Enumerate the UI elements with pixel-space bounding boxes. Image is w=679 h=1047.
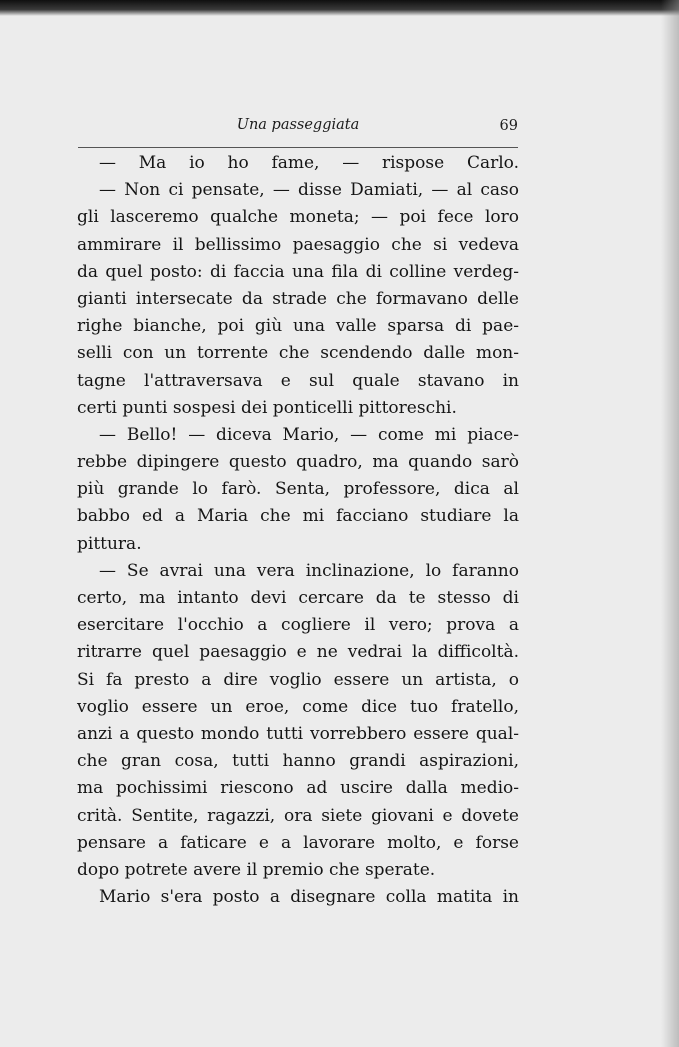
scan-top-edge — [0, 0, 679, 16]
running-title: Una passeggiata — [236, 117, 360, 133]
text-line: più grande lo farò. Senta, professore, dica al — [77, 479, 519, 500]
text-line: certi punti sospesi dei ponticelli pittoreschi. — [77, 397, 457, 418]
text-line: selli con un torrente che scendendo dalle mon- — [77, 343, 519, 364]
text-line: pensare a faticare e a lavorare molto, e forse — [77, 832, 519, 853]
text-line: — Bello! — diceva Mario, — come mi piace- — [99, 424, 519, 445]
text-line: tagne l'attraversava e sul quale stavano in — [77, 370, 519, 391]
text-line: righe bianche, poi giù una valle sparsa di pae- — [77, 316, 519, 337]
header-rule — [78, 147, 518, 148]
text-line: Si fa presto a dire voglio essere un artista, o — [77, 669, 519, 690]
text-line: dopo potrete avere il premio che sperate. — [77, 859, 436, 880]
page-number: 69 — [499, 118, 518, 134]
text-line: ammirare il bellissimo paesaggio che si vedeva — [77, 234, 519, 255]
text-line: crità. Sentite, ragazzi, ora siete giovani e dovete — [77, 805, 519, 826]
text-line: gianti intersecate da strade che formavano delle — [77, 288, 519, 309]
text-line: voglio essere un eroe, come dice tuo fratello, — [77, 696, 519, 717]
text-line: ritrarre quel paesaggio e ne vedrai la difficoltà. — [77, 642, 519, 663]
text-line: da quel posto: di faccia una fila di colline verdeg- — [77, 261, 519, 282]
text-line: Mario s'era posto a disegnare colla matita in — [99, 887, 519, 908]
text-line: esercitare l'occhio a cogliere il vero; prova a — [77, 615, 519, 636]
text-line: certo, ma intanto devi cercare da te stesso di — [77, 588, 519, 608]
text-line: pittura. — [77, 533, 142, 554]
text-line: ma pochissimi riescono ad uscire dalla medio- — [77, 778, 519, 799]
scan-right-edge — [661, 0, 679, 1047]
text-line: che gran cosa, tutti hanno grandi aspirazioni, — [77, 751, 519, 772]
text-line: babbo ed a Maria che mi facciano studiare la — [77, 506, 519, 527]
text-line: — Ma io ho fame, — rispose Carlo. — [99, 153, 519, 173]
page-header — [78, 117, 518, 141]
text-line: — Se avrai una vera inclinazione, lo faranno — [99, 560, 519, 581]
text-line: — Non ci pensate, — disse Damiati, — al caso — [99, 180, 519, 201]
text-line: anzi a questo mondo tutti vorrebbero essere qual- — [77, 723, 519, 744]
text-line: rebbe dipingere questo quadro, ma quando sarò — [77, 452, 519, 473]
text-line: gli lasceremo qualche moneta; — poi fece loro — [77, 207, 519, 228]
body-text — [77, 150, 519, 911]
